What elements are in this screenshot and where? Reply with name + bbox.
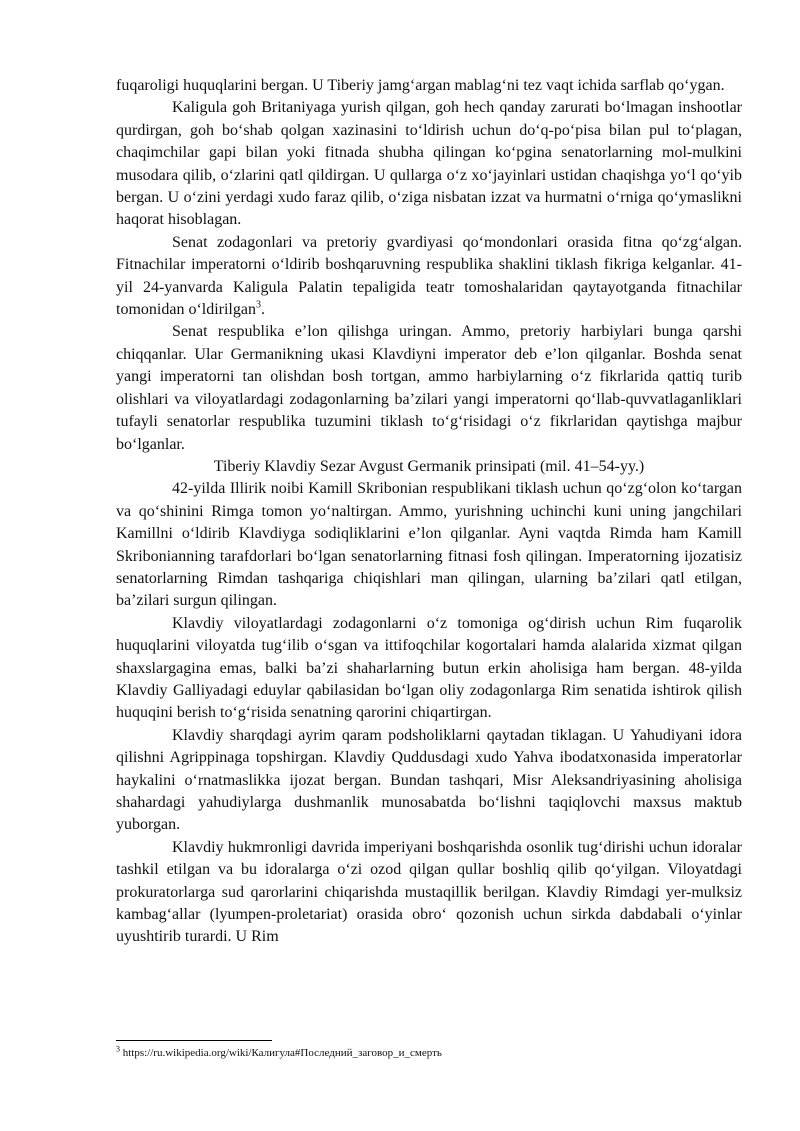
footnote bbox=[116, 1046, 742, 1060]
footnote-link[interactable]: https://ru.wikipedia.org/wiki/Калигула#Последний_заговор_и_смерть bbox=[120, 1047, 442, 1059]
paragraph: Klavdiy sharqdagi ayrim qaram podsholiklarni qaytadan tiklagan. U Yahudiyani idora qilishni Agrippinaga topshirgan. Klavdiy Quddusdagi xudo Yahva ibodatxonasida imperatorlar haykalini o‘rnatmaslikka ijozat bergan. Bundan tashqari, Misr Aleksandriyasining aholisiga shahardagi yahudiylarga dushmanlik munosabatda bo‘lishni taqiqlovchi maxsus maktub yuborgan. bbox=[116, 726, 742, 834]
paragraph: 42-yilda Illirik noibi Kamill Skribonian respublikani tiklash uchun qo‘zg‘olon ko‘targan va qo‘shinini Rimga tomon yo‘naltirgan. Ammo, yurishning uchinchi kuni uning jangchilari Kamillni o‘ldirib Klavdiyga sodiqliklarini e’lon qilganlar. Ayni vaqtda Rimda ham Kamill Skribonianning tarafdorlari bo‘lgan senatorlarning fitnasi fosh qilingan. Imperatorning ijozatisiz senatorlarning Rimdan tashqariga chiqishlari man qilingan, ularning ba’zilari qatl etilgan, ba’zilari surgun qilingan. bbox=[116, 480, 742, 610]
paragraph: fuqaroligi huquqlarini bergan. U Tiberiy jamg‘argan mablag‘ni tez vaqt ichida sarflab qo‘ygan. bbox=[116, 77, 725, 94]
section-heading: Tiberiy Klavdiy Sezar Avgust Germanik prinsipati (mil. 41–54-yy.) bbox=[213, 457, 645, 475]
footnote-reference[interactable]: 3 bbox=[255, 299, 261, 311]
footnote-separator bbox=[116, 1040, 272, 1041]
paragraph: Klavdiy hukmronligi davrida imperiyani boshqarishda osonlik tug‘dirishi uchun idoralar tashkil etilgan va bu idoralarga o‘zi ozod qilgan qullar boshliq qilib qo‘yilgan. Viloyatdagi prokuratorlarga sud qarorlarini chiqarishda mustaqillik berilgan. Klavdiy Rimdagi yer-mulksiz kambag‘allar (lyumpen-proletariat) orasida obro‘ qozonish uchun sirkda dabdabali o‘yinlar uyushtirib turardi. U Rim bbox=[116, 838, 742, 946]
paragraph: Kaligula goh Britaniyaga yurish qilgan, goh hech qanday zarurati bo‘lmagan inshootlar qurdirgan, goh bo‘shab qolgan xazinasini to‘ldirish uchun do‘q-po‘pisa bilan pul to‘plagan, chaqimchilar gapi bilan yoki fitnada shubha qilingan ko‘pgina senatorlarning mol-mulkini musodara qilib, o‘zlarini qatl qildirgan. U qullarga o‘z xo‘jayinlari ustidan chaqishga yo‘l qo‘yib bergan. U o‘zini yerdagi xudo faraz qilib, o‘ziga nisbatan izzat va hurmatni o‘rniga qo‘ymaslikni haqorat hisoblagan. bbox=[116, 99, 742, 229]
paragraph-text: Senat zodagonlari va pretoriy gvardiyasi qo‘mondonlari orasida fitna qo‘zg‘algan. Fitnachilar imperatorni o‘ldirib boshqaruvning respublika shaklini tiklash fikriga kelganlar. 41-yil 24-yanvarda Kaligula Palatin tepaligida teatr tomoshalaridan qaytayotganda fitnachilar tomonidan o‘ldirilgan bbox=[116, 233, 742, 319]
document-body bbox=[116, 75, 742, 949]
paragraph-tail: . bbox=[260, 301, 265, 319]
paragraph: Senat respublika e’lon qilishga uringan. Ammo, pretoriy harbiylari bunga qarshi chiqqanlar. Ular Germanikning ukasi Klavdiyni imperator deb e’lon qilganlar. Boshda senat yangi imperatorni tan olishdan bosh tortgan, ammo harbiylarning o‘z fikrlarida qattiq turib olishlari va viloyatlardagi zodagonlarning ba’zilari yangi imperatorni qo‘llab-quvvatlaganliklari tufayli senatorlar respublika tuzumini tiklash to‘g‘risidagi o‘z fikrlaridan qaytishga majbur bo‘lganlar. bbox=[116, 323, 742, 453]
footnote-marker: 3 bbox=[116, 1044, 120, 1054]
paragraph: Klavdiy viloyatlardagi zodagonlarni o‘z tomoniga og‘dirish uchun Rim fuqarolik huquqlarini viloyatda tug‘ilib o‘sgan va ittifoqchilar kogortalari hamda alalarida xizmat qilgan shaxslargagina emas, balki ba’zi shaharlarning butun erkin aholisiga ham bergan. 48-yilda Klavdiy Galliyadagi eduylar qabilasidan bo‘lgan oliy zodagonlarga Rim senatida ishtirok qilish huquqini berish to‘g‘risida senatning qarorini chiqartirgan. bbox=[116, 614, 742, 722]
paragraph bbox=[116, 232, 742, 322]
